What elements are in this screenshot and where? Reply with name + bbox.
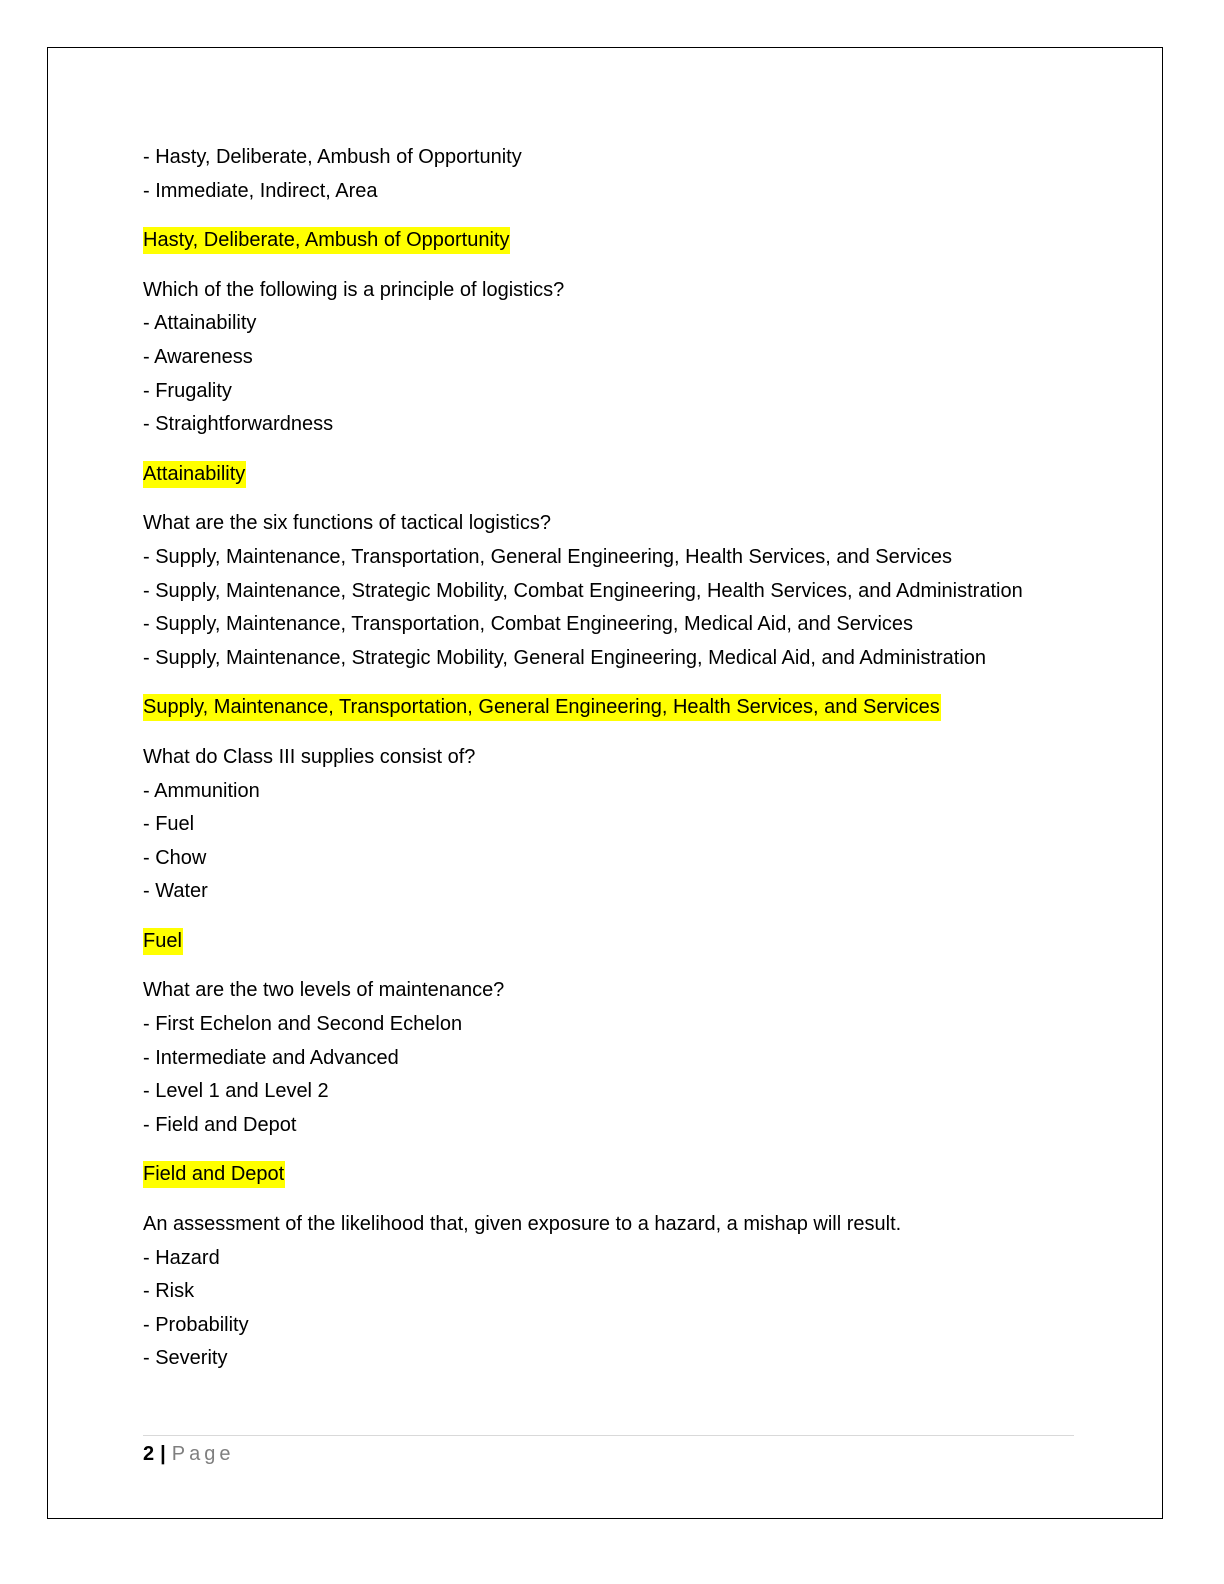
page-label: Page [171,1443,235,1465]
footer-divider [143,1435,1074,1436]
option-line: - Supply, Maintenance, Strategic Mobility, Combat Engineering, Health Services, and Administration [143,579,1023,602]
answer-row [143,458,1078,492]
option-line: - Attainability [143,312,257,335]
answer-row [143,224,1078,258]
page-number: 2 [143,1443,155,1465]
question-text: What are the six functions of tactical logistics? [143,512,551,535]
option-line: - Awareness [143,345,253,368]
option-line: - Risk [143,1280,195,1303]
answer-row [143,1158,1078,1192]
question-text: What do Class III supplies consist of? [143,745,476,768]
question-block [143,741,1078,909]
option-line: - Hasty, Deliberate, Ambush of Opportunity [143,146,522,168]
question-block [143,507,1078,675]
option-line: - Level 1 and Level 2 [143,1080,329,1103]
option-line: - Immediate, Indirect, Area [143,179,378,202]
highlighted-answer: Hasty, Deliberate, Ambush of Opportunity [143,227,510,254]
option-line: - Ammunition [143,779,260,802]
option-line: - Intermediate and Advanced [143,1046,399,1069]
highlighted-answer: Supply, Maintenance, Transportation, General Engineering, Health Services, and Services [143,694,941,721]
question-block [143,974,1078,1142]
question-block [143,1208,1078,1376]
highlighted-answer: Attainability [143,461,246,488]
footer-separator: | [160,1443,166,1465]
option-line: - Water [143,880,208,903]
lead-options [143,141,1078,208]
option-line: - Frugality [143,379,232,402]
option-line: - Probability [143,1313,249,1336]
option-line: - Supply, Maintenance, Transportation, Combat Engineering, Medical Aid, and Services [143,613,914,636]
option-line: - Severity [143,1347,228,1370]
question-text: What are the two levels of maintenance? [143,979,505,1002]
option-line: - Supply, Maintenance, Transportation, General Engineering, Health Services, and Services [143,545,952,568]
option-line: - Fuel [143,813,195,836]
option-line: - First Echelon and Second Echelon [143,1013,463,1036]
option-line: - Supply, Maintenance, Strategic Mobility, General Engineering, Medical Aid, and Administration [143,646,987,669]
highlighted-answer: Fuel [143,928,183,955]
answer-row [143,691,1078,725]
document-body [143,141,1078,1376]
question-block [143,274,1078,442]
option-line: - Hazard [143,1246,220,1269]
option-line: - Field and Depot [143,1113,297,1136]
question-text: Which of the following is a principle of logistics? [143,278,565,301]
page-footer [143,1440,234,1468]
option-line: - Chow [143,846,207,869]
answer-row [143,925,1078,959]
option-line: - Straightforwardness [143,413,334,436]
question-text: An assessment of the likelihood that, given exposure to a hazard, a mishap will result. [143,1213,902,1236]
highlighted-answer: Field and Depot [143,1161,285,1188]
